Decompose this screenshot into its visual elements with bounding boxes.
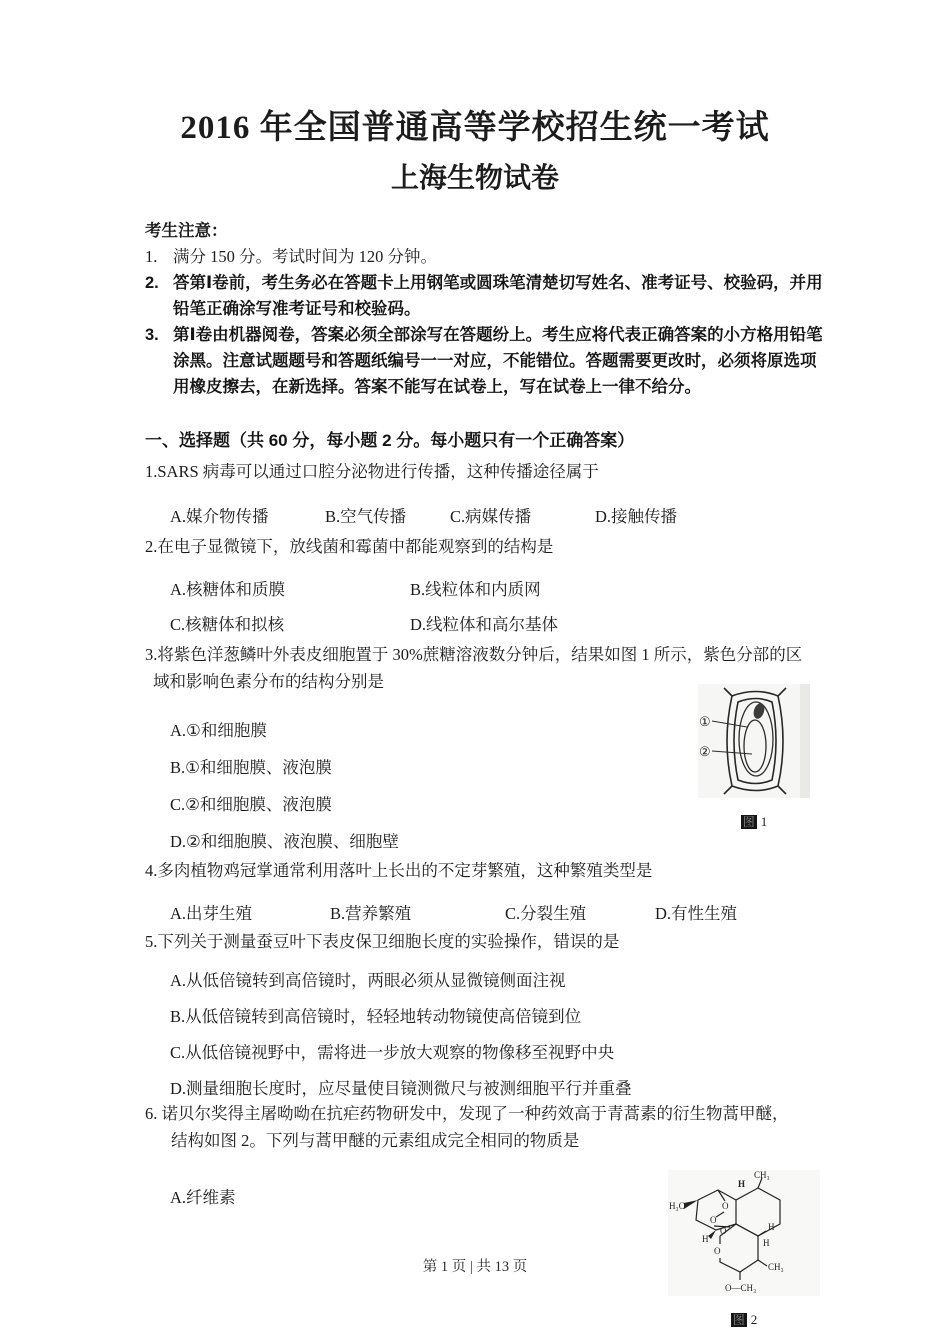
notice-item-text: 满分 150 分。考试时间为 120 分钟。 bbox=[173, 247, 437, 266]
notice-item-3 bbox=[145, 322, 832, 400]
question-1-options bbox=[145, 503, 832, 530]
option-c: C.分裂生殖 bbox=[505, 904, 587, 923]
notice-heading: 考生注意： bbox=[145, 222, 228, 240]
option-d: D.测量细胞长度时，应尽量使目镜测微尺与被测细胞平行并重叠 bbox=[170, 1079, 632, 1098]
question-4 bbox=[145, 857, 832, 927]
ch3-low-label: CH₃ bbox=[768, 1262, 784, 1272]
h3c-label: H₃C bbox=[669, 1201, 685, 1211]
figure-number: 1 bbox=[760, 814, 768, 829]
h-left-label: H bbox=[702, 1234, 709, 1244]
option-c: C.从低倍镜视野中，需将进一步放大观察的物像移至视野中央 bbox=[170, 1043, 615, 1062]
notice-item-2 bbox=[145, 270, 832, 322]
figure-1-plasmolyzed-cell bbox=[698, 684, 810, 836]
option-a: A.①和细胞膜 bbox=[170, 721, 267, 740]
chemical-structure bbox=[668, 1170, 820, 1296]
question-2-stem: 2.在电子显微镜下，放线菌和霉菌中都能观察到的结构是 bbox=[145, 537, 554, 556]
option-c: C.核糖体和拟核 bbox=[170, 615, 285, 634]
question-4-options bbox=[145, 900, 832, 927]
o3-label: O bbox=[720, 1226, 727, 1236]
label-1-circled: ① bbox=[699, 714, 711, 729]
option-a: A.从低倍镜转到高倍镜时，两眼必须从显微镜侧面注视 bbox=[170, 971, 566, 990]
o2-label: O bbox=[710, 1215, 717, 1225]
label-2-circled: ② bbox=[699, 744, 711, 759]
question-3-stem-line1: 3.将紫色洋葱鳞叶外表皮细胞置于 30%蔗糖溶液数分钟后，结果如图 1 所示，紫色分部的区 bbox=[145, 645, 803, 664]
exam-title-line1: 2016 年全国普通高等学校招生统一考试 bbox=[180, 110, 770, 146]
notice-item-number: 2. bbox=[145, 274, 159, 292]
question-6-stem-line2: 结构如图 2。下列与蒿甲醚的元素组成完全相同的物质是 bbox=[171, 1131, 580, 1150]
question-5-stem: 5.下列关于测量蚕豆叶下表皮保卫细胞长度的实验操作，错误的是 bbox=[145, 932, 620, 951]
question-5 bbox=[145, 928, 832, 1102]
question-2-options bbox=[170, 576, 558, 638]
notice-item-text: 答第Ⅰ卷前，考生务必在答题卡上用钢笔或圆珠笔清楚切写姓名、准考证号、校验码，并用铅笔正确涂写准考证号和校验码。 bbox=[173, 274, 823, 318]
option-b: B.从低倍镜转到高倍镜时，轻轻地转动物镜使高倍镜到位 bbox=[170, 1007, 582, 1026]
question-4-stem: 4.多肉植物鸡冠掌通常利用落叶上长出的不定芽繁殖，这种繁殖类型是 bbox=[145, 861, 653, 880]
question-6-stem-line1: 6. 诺贝尔奖得主屠呦呦在抗疟药物研发中，发现了一种药效高于青蒿素的衍生物蒿甲醚， bbox=[145, 1104, 789, 1123]
option-b: B.①和细胞膜、液泡膜 bbox=[170, 758, 332, 777]
section-heading: 一、选择题（共 60 分，每小题 2 分。每小题只有一个正确答案） bbox=[145, 431, 635, 450]
notice-item-number: 1. bbox=[145, 247, 158, 266]
option-a: A.纤维素 bbox=[170, 1188, 236, 1207]
option-c: C.②和细胞膜、液泡膜 bbox=[170, 795, 332, 814]
question-1-stem: 1.SARS 病毒可以通过口腔分泌物进行传播，这种传播途径属于 bbox=[145, 462, 599, 481]
cell-diagram bbox=[698, 684, 810, 798]
figure-char: 图 bbox=[732, 1313, 745, 1327]
ch3-top-label: CH₃ bbox=[754, 1170, 770, 1180]
option-b: B.营养繁殖 bbox=[330, 904, 412, 923]
exam-title-line2: 上海生物试卷 bbox=[390, 162, 559, 194]
question-2 bbox=[145, 533, 832, 638]
notice-item-text: 第Ⅰ卷由机器阅卷，答案必须全部涂写在答题纷上。考生应将代表正确答案的小方格用铅笔涂黑。注意试题题号和答题纸编号一一对应，不能错位。答题需要更改时，必须将原选项用橡皮擦去，在新选择。答案不能写在试卷上，写在试卷上一律不给分。 bbox=[173, 326, 823, 396]
option-d: D.有性生殖 bbox=[655, 904, 738, 923]
h-right2-label: H bbox=[763, 1238, 770, 1248]
figure-2-caption bbox=[668, 1306, 820, 1334]
notice-item-number: 3. bbox=[145, 326, 159, 344]
option-d: D.接触传播 bbox=[595, 507, 678, 526]
option-a: A.出芽生殖 bbox=[170, 904, 253, 923]
omethyl-label: O—CH₃ bbox=[725, 1283, 757, 1293]
option-b: B.空气传播 bbox=[325, 507, 407, 526]
o1-label: O bbox=[722, 1201, 729, 1211]
option-c: C.病媒传播 bbox=[450, 507, 532, 526]
option-b: B.线粒体和内质网 bbox=[410, 580, 541, 599]
candidate-notice bbox=[145, 218, 832, 400]
question-3-stem-line2: 域和影响色素分布的结构分别是 bbox=[153, 672, 384, 691]
h-top-label: H bbox=[738, 1179, 746, 1189]
option-d: D.线粒体和高尔基体 bbox=[410, 615, 559, 634]
question-3 bbox=[145, 641, 832, 855]
figure-1-caption bbox=[698, 808, 810, 836]
option-d: D.②和细胞膜、液泡膜、细胞壁 bbox=[170, 832, 399, 851]
figure-2-artemether-structure bbox=[668, 1170, 820, 1334]
option-a: A.核糖体和质膜 bbox=[170, 580, 286, 599]
h-right1-label: H bbox=[768, 1222, 775, 1232]
page-footer: 第 1 页 | 共 13 页 bbox=[422, 1259, 528, 1275]
figure-number: 2 bbox=[750, 1312, 758, 1327]
question-5-options bbox=[145, 967, 832, 1102]
question-1 bbox=[145, 458, 832, 530]
option-a: A.媒介物传播 bbox=[170, 507, 269, 526]
figure-char: 图 bbox=[742, 815, 755, 829]
o4-label: O bbox=[714, 1246, 721, 1256]
title-block bbox=[0, 0, 950, 197]
notice-item-1 bbox=[145, 244, 832, 270]
